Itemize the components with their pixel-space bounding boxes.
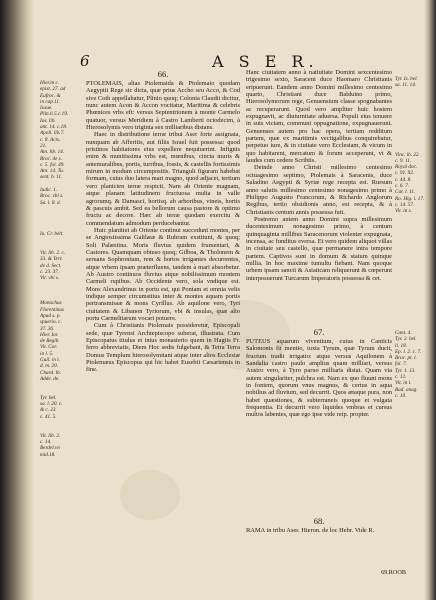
page-edge [424,0,436,600]
left-column [86,68,240,568]
paragraph: RAMA in tribu Aser. Hieron. de loc Hebr. Vide R. [246,527,375,534]
paragraph: Hanc ciuitatem anno à natiuitate Domini sexcentesimo trigesimo sexto, Saraceni duce Haomaro Christianis eripuerunt. Eandem anno Domini millesimo centesimo quarto, Christiani duce Balduino primo, Hierosolymorum rege, Genuensium classe spognabantes ac recuperarunt. Quod vero ampliter huic hostem expugnavit, ac diuturnitate aduersa. Populi eius tenuere in suis victam, communi oppugnatione, expugnauerunt. Genuenses autem pro hac opera, tertiam redditum partem, quæ ex maritimis vectigalibus conquirebatur, perpetuo iure, & in ciuitate vero Ecclesiam, & vicum in quo habitarent, mercatum & forum acceperunt, vt & laudes cum cedere Scribtis. [246,69,392,165]
paragraph: Postremo autem anno Domini supra millesimum ducentesimum nonagesimo primo, à centum quinquaginta millibus Saracenorum violenter expugnata, incensa, ac funditus eversa. Et vero quidem aliquot villas in ciuitate seu castello, quæ permanere intra tempore partem. Captivos sunt in domum & statum quinque millia. In hoc maxime tumultu fiebant. Nam quoque urbem ipsam sancti & Asiaticam reliquerunt & cœperunt interposuerunt Turcarum Imperatoris possessa & cet. [246,215,392,282]
paragraph: PTOLEMAIS, alias Ptolemaida & Ptolemaio quodam Aegyptii Rege sic dicta, quæ prius Accho seu Acco, & Cod sive Coth appellabatur, Plinio quoq; Colonia Claudii dicitur, nunc autem Acon & Accon vocitatur, Maritima & celebris Phœnices vrbs eft: versus Septentrionem à monte Carmelo quatuor, versus Meridiem à Castro Lamberti octodecim, à Hierosolymis vero triginta sex milliaribus distans. [86,80,240,132]
paragraph: Huic planitiei ab Oriente continui succedunt montes, per se Angiostissima Galilææ & Rubram exstitunt, & quoq; Soli Palæstina. Moris fluvius quidem frumentari, & Castores. Quamquam obtuso quoq; Gilboa, & Tholonem & seruans Sophronium, rem & hortos irrigantes decurrentes, atque vrbem ipsam præterfluens, tandem à mari absorbetur. Ab Austro continuos fluvius atque nobilissimum montem Carmeli rupibus. Ab Occidente vero, sola vndique est. Mons Alexandrinus in portu est, qui Pontam et omnia velis indique semper circumstitus inter & montes aquam portis pertransmissæ & mons Cyrillus. Ab aquilone vero, Tyri ciuitatem & Libanon Tyriorum, vbi & insulas, quæ alio portu Carmelitarum vocari potuere. [86,226,240,322]
binding-gutter [0,0,34,600]
section-number-67: 67. [313,327,325,337]
paragraph: PUTEUS aquarum viventium, cuius in Canticis Salomonis fit mentio, iuxta Tyrum, quæ Tyrum ducit, fructum tradit irrigatio: atque versus Aquilonem à Sandalia castro paulo amplius quam milliari, versus Austro vero, à Tyro paruo milliaris distat. Quam via autem singulariter, pulchra est. Nam ex quo fluunt mons in fontem, quorum vnus magnus, & certus in aqua nobilius ad fluvium, sed decurrit. Quos ætaque pura, non habet quæstiones, & subterraneis quoque et vulgata frequentia. Et decurrit vero liquides vmbras et cursus multos labentes, quæ ego ipse vide reip. propter. [246,338,392,419]
page-number: 6 [80,52,90,70]
right-column-top [246,69,392,317]
catchword: 69.ROOB [381,569,406,576]
section-67 [246,326,392,506]
section-68 [246,515,392,555]
section-number-68: 68. [313,516,325,526]
section-number-66: 66. [157,69,169,79]
right-marginalia-top: Tyr. Is. bel. sa. 11. 14. Vinc. lb. 22. c. 9. 11. Royal doc. c. 91. 92. c. 44. 8. c. 6. 7. Car. l. 11. Ro. Hig. l. 17. c. 14. 57. Vit. in s. [395,76,425,215]
paragraph: Cum à Christianis Ptolemais possideretur, Episcopali sede, quæ Tyrensi Archiepiscopo suberat, illustrata. Cum Episcopatus titulus et intus monasterio quem in Hagiis Fr. ferro abbreviatis, Diem Hoc sedis fulgebant, & Tetra Terra Domus Templum hierosolymitani atque inter alios Ecclesiæ Ptolemæus Episcopus qui hic habet Eusebii Cæsariensis in fine. [86,322,240,374]
running-head: A S E R. [212,52,319,71]
paragraph: Haec in distributione terræ tribui Aser forte assignata, nunquam ab Afferitis, aut filiis Israel fuit possessa: quod pristinos habitatores eius expellere nequiuerint. Infignis enim & munitissima vrbs est, mœnibus, cincta muris & antemuralibus, portis, turribus, fossis, & castellis fortissimis mirum in modum circumpositis. Trianguli figuram habebat formam, cuius duo latera mari magno, quod adjacet, tertium vero planicien terræ respicit. Nam ab Oriente magnam, atque planam latitudinem fructuosa multa in valle agrorumq. & Damasci, hortisq. ab arboribus, vineis, hortis & pascuis ambit. Sed ea bellorum causa pastore & optimo fructu ac decore. Hæc ab terræ quodam exercitu & commendatum admodum perducebantur. [86,131,240,227]
left-marginalia: Hier.in c. epist. 27. ad Eufroc. & in cap.11. Iosue. Plin.li.5.c.19. Ios. lib. ant. 14. c.18. Apoll. lib.7. c. 8. Acts. 21. Am. lib. 14. Broc. de s. c. 5. fol. 49. Ant. 14. Tu. sent. b. 11. Iudic. 1. Broc. vbi s. Sa. l. 8. d. Ia. Cr. belt. Vit. lib. 2. c. 33. & Terr. de d. Sect. c. 23. 37. Vit. vbi s. Monachus Florentinus Apud s. p. spuerio. c. 37. 36. Hier. Ior. de Regib. Vit. Cor. in l. 5. Guil. in l. d. m. 20. Chard. lb. Adde. de. Tyr. bel. sa. l. 20. c. & c. 23. c. 41. 5. Vit. lib. 2. c. 14. Berdel.vn mid.18. [40,80,69,458]
paragraph: Deinde anno Christi millesimo centesimo octuagesimo septimo, Ptolemais à Saracenis, duce Saladino Aegypti & Syriæ rege recepta est. Rursum anno salutis millesimo centesimo nonagesimo primo à Philippo Augusto Francorum, & Richardo Anglorum Regibus, tertio obsidionis anno, est recepta, & à Christianis centum annis possessa fuit. [246,164,392,216]
right-marginalia-mid: Cant. 4. Tyr. 2. bel. li. 18. Ep. l. 2. c. 7. Broc. pt. l. fol. 7. Tyr. 1. 13. c. 12. Vit. in l. Bad. anag. c. 10. [395,330,422,399]
